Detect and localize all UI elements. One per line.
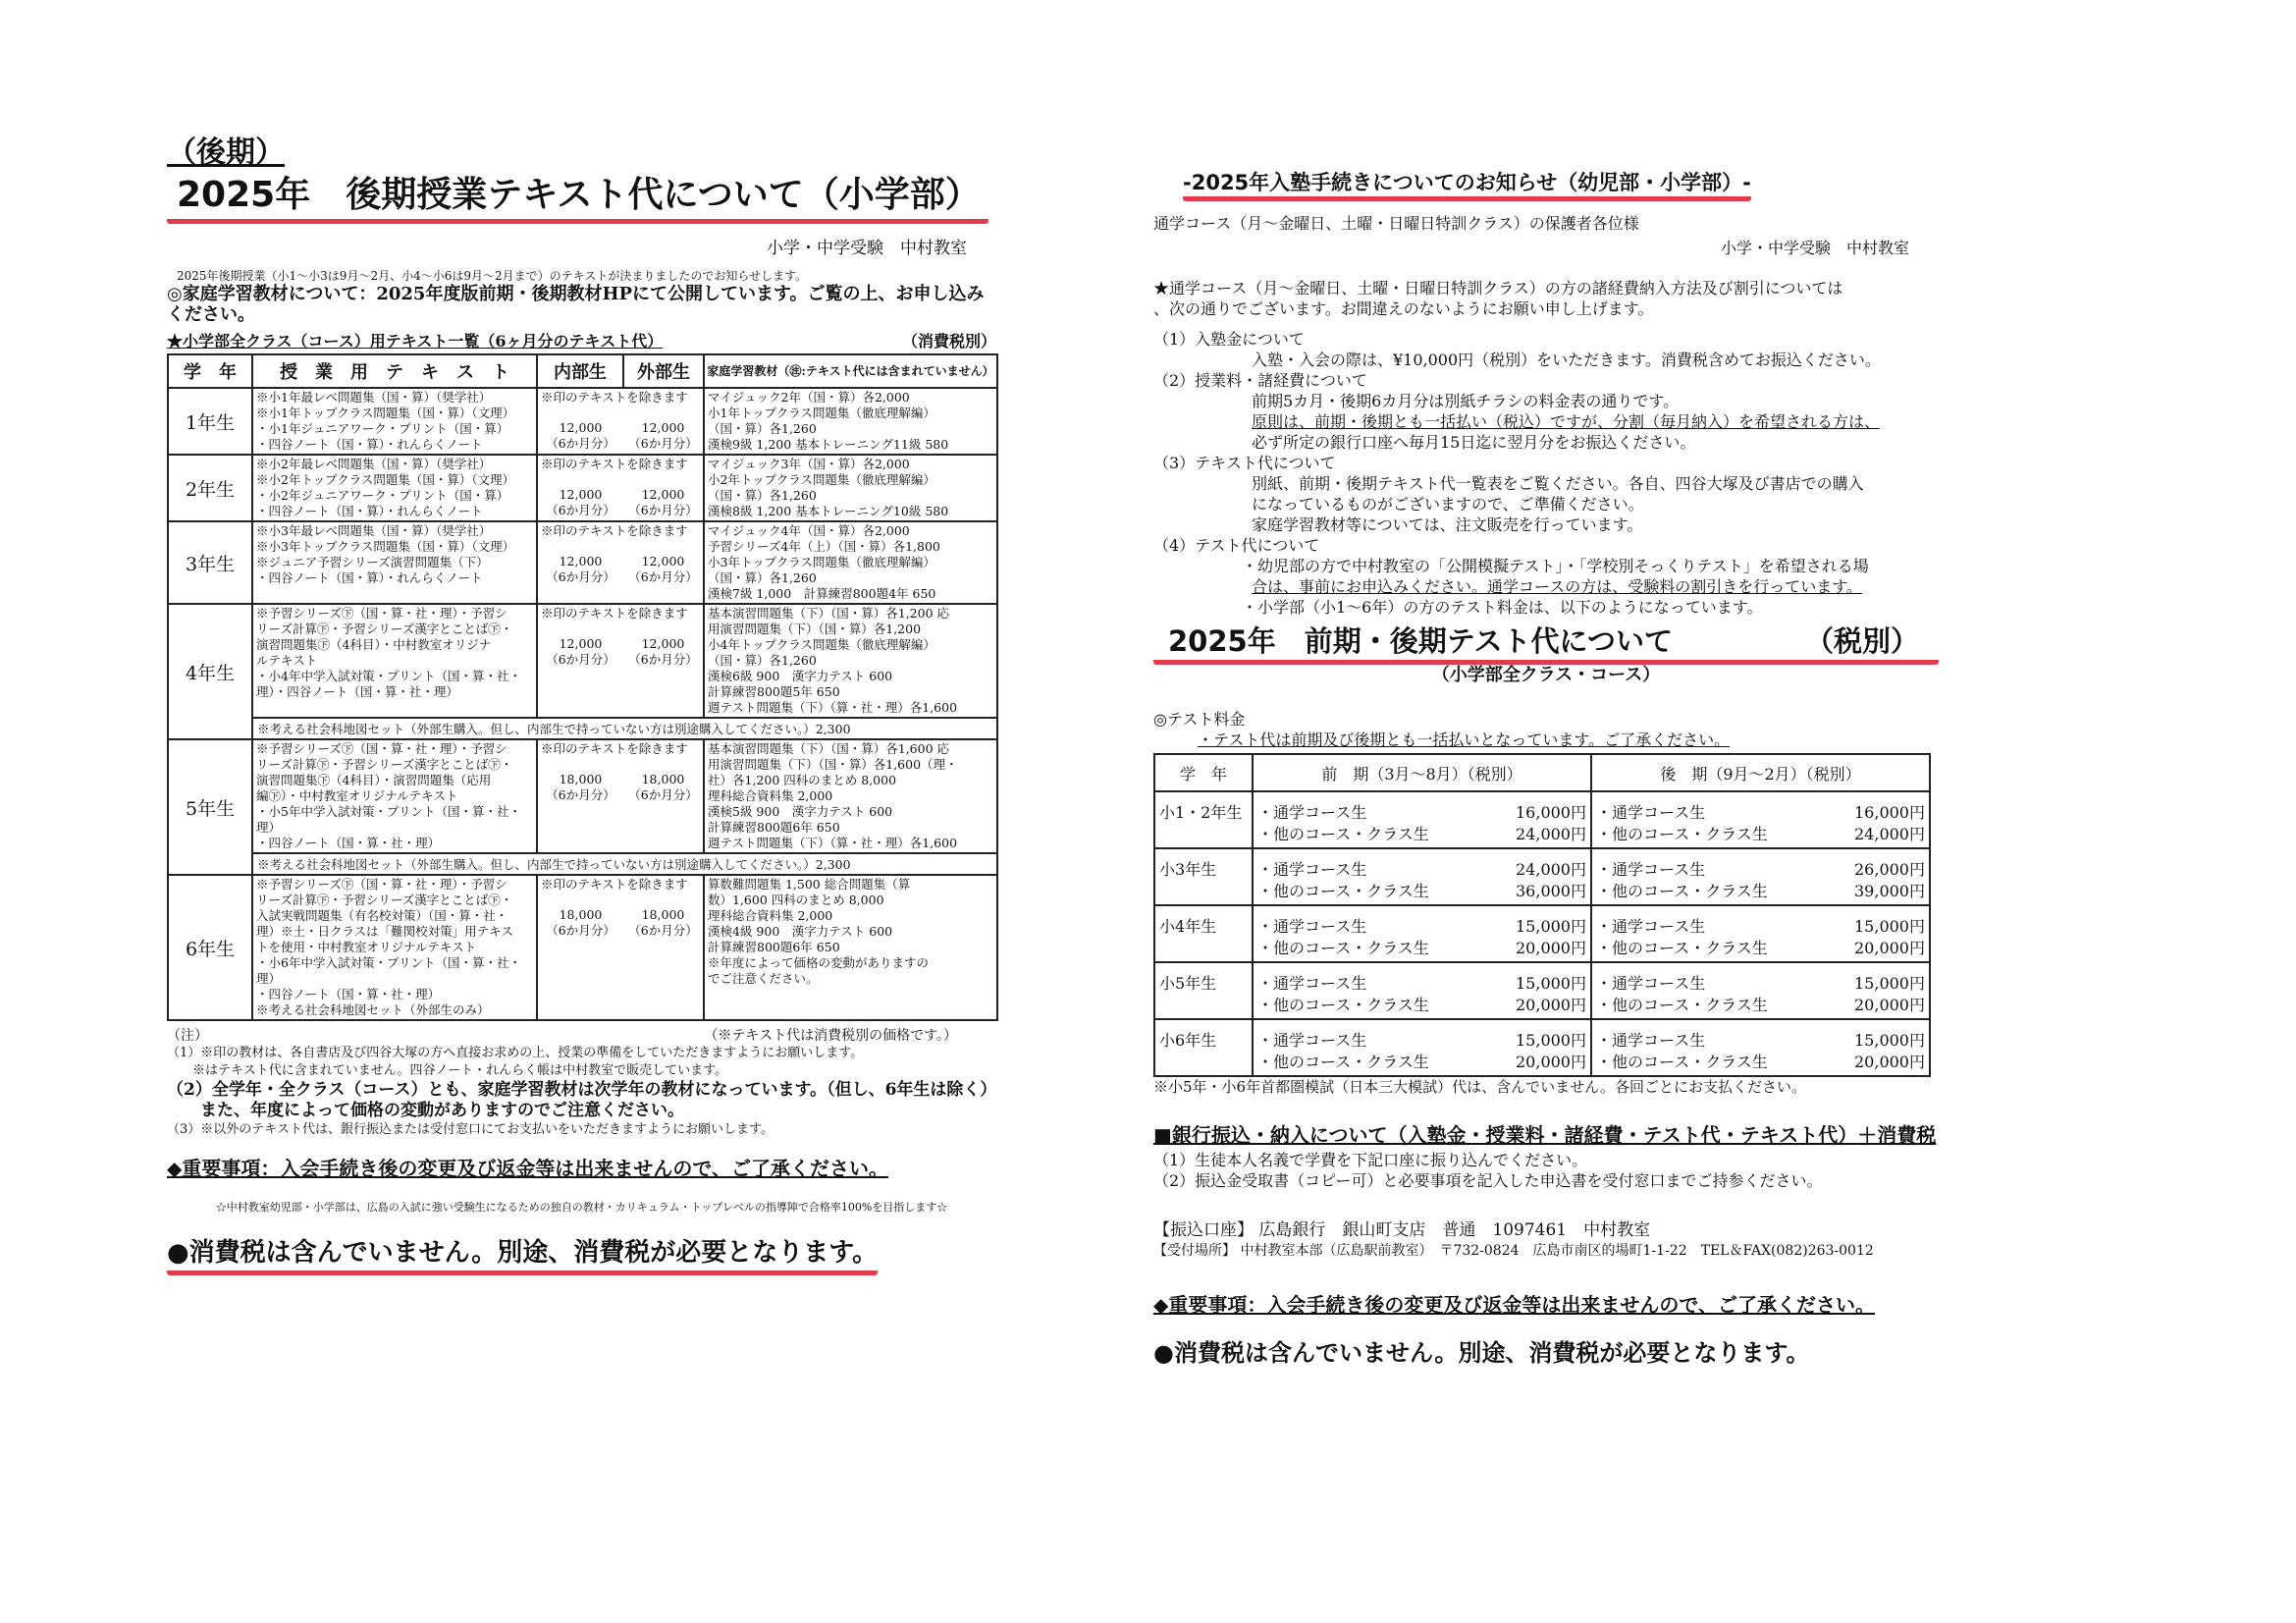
home-item: 基本演習問題集（下）（国・算）各1,600 応 <box>708 741 950 756</box>
text-item: ・小2年ジュニアワーク・プリント（国・算） <box>256 488 509 503</box>
price-in <box>538 907 623 939</box>
price-in <box>538 420 623 452</box>
home-item: 理科総合資料集 2,000 <box>708 788 833 803</box>
row-prices <box>537 875 704 1020</box>
price-in-value: 12,000 <box>559 636 603 651</box>
footnote: ☆中村教室幼児部・小学部は、広島の入試に強い受験生になるための独自の教材・カリキュラム・トップレベルの指導陣で合格率100%を目指します☆ <box>215 1201 948 1214</box>
fee-amount: 15,000円 <box>1854 974 1925 993</box>
price-note: ※印のテキストを除きます <box>541 877 688 892</box>
price-values <box>538 487 703 518</box>
fee-header-grade: 学 年 <box>1154 754 1253 791</box>
fee-amount: 16,000円 <box>1854 803 1925 822</box>
home-item: 計算練習800題6年 650 <box>708 820 840 835</box>
home-item: 小3年トップクラス問題集（徹底理解編） <box>708 555 935 569</box>
row-grade: 5年生 <box>168 739 252 875</box>
lead-text: ★通学コース（月～金曜日、土曜・日曜日特訓クラス）の方の諸経費納入方法及び割引については <box>1153 279 1843 298</box>
section-head: （1）入塾金について <box>1153 330 1305 349</box>
fee-first <box>1253 962 1591 1019</box>
fee-type: ・他のコース・クラス生 <box>1596 939 1768 957</box>
notes-header <box>167 1027 996 1045</box>
row-prices <box>537 455 704 521</box>
text-item: ・四谷ノート（国・算）・れんらくノート <box>256 504 483 518</box>
row-home <box>704 388 997 455</box>
fee-type: ・他のコース・クラス生 <box>1257 1053 1429 1071</box>
fee-type: ・通学コース生 <box>1596 803 1706 822</box>
text-item: 理）・四谷ノート（国・算・社・理） <box>256 684 458 699</box>
price-in <box>538 487 623 518</box>
list-title: ★小学部全クラス（コース）用テキスト一覧（6ヶ月分のテキスト代） <box>167 332 664 351</box>
row-home <box>704 604 997 718</box>
home-item: マイジュック4年（国・算）各2,000 <box>708 523 910 538</box>
price-in-value: 18,000 <box>559 772 603 786</box>
text-item: ※小3年トップクラス問題集（国・算）（文理） <box>256 539 515 554</box>
fee-amount: 20,000円 <box>1516 1053 1586 1071</box>
text-item: ※小2年トップクラス問題集（国・算）（文理） <box>256 472 515 487</box>
left-page <box>167 128 996 1275</box>
price-note: ※印のテキストを除きます <box>541 390 688 405</box>
fee-second <box>1591 1019 1930 1076</box>
price-in-value: 12,000 <box>559 420 603 435</box>
header-home: 家庭学習教材（㊟:テキスト代には含まれていません） <box>704 354 997 388</box>
section-body: 入塾・入会の際は、¥10,000円（税別）をいただきます。消費税含めてお振込ください。 <box>1252 351 1881 369</box>
fee-row <box>1154 791 1930 848</box>
fee-first <box>1253 791 1591 848</box>
price-out-value: 18,000 <box>641 772 685 786</box>
author: 小学・中学受験 中村教室 <box>1720 239 1909 257</box>
fee-line <box>1257 995 1586 1016</box>
row-home <box>704 455 997 521</box>
note-right: （※テキスト代は消費税別の価格です。） <box>704 1028 957 1044</box>
home-item: 理科総合資料集 2,000 <box>708 908 833 923</box>
home-item: 計算練習800題5年 650 <box>708 684 840 699</box>
text-item: 理） <box>256 820 282 835</box>
test-fee-title-text: 2025年 前期・後期テスト代について <box>1168 624 1673 658</box>
fee-line <box>1596 995 1925 1016</box>
price-out <box>623 420 703 452</box>
header-out: 外部生 <box>623 354 704 388</box>
test-fee-subtitle: （小学部全クラス・コース） <box>1431 665 1661 685</box>
home-item: 小2年トップクラス問題集（徹底理解編） <box>708 472 935 487</box>
text-item: ・四谷ノート（国・算・社・理） <box>256 836 441 850</box>
section-head: （2）授業料・諸経費について <box>1153 371 1367 390</box>
price-period: （6か月分） <box>546 923 615 938</box>
page-title: 2025年 後期授業テキスト代について（小学部） <box>167 167 988 224</box>
text-item: ※予習シリーズ㊦（国・算・社・理）・予習シ <box>256 877 507 892</box>
text-item: トを使用・中村教室オリジナルテキスト <box>256 940 477 954</box>
note-item: また、年度によって価格の変動がありますのでご注意ください。 <box>167 1101 684 1120</box>
list-header <box>167 329 996 352</box>
section-body: 前期5カ月・後期6カ月分は別紙チラシの料金表の通りです。 <box>1252 392 1680 410</box>
fee-type: ・通学コース生 <box>1257 803 1367 822</box>
price-period: （6か月分） <box>628 652 698 667</box>
section-body: ・小学部（小1～6年）の方のテスト料金は、以下のようになっています。 <box>1242 598 1763 617</box>
price-out-value: 12,000 <box>641 636 685 651</box>
fee-note: ・テスト代は前期及び後期とも一括払いとなっています。ご了承ください。 <box>1198 730 1731 749</box>
section-head: （3）テキスト代について <box>1153 454 1336 472</box>
home-item: 数）1,600 四科のまとめ 8,000 <box>708 893 884 907</box>
fee-line <box>1257 802 1586 824</box>
home-item: 算数難問題集 1,500 総合問題集（算 <box>708 877 911 892</box>
fee-amount: 15,000円 <box>1854 917 1925 936</box>
text-item: リーズ計算㊦・予習シリーズ漢字とことば㊦・ <box>256 622 513 636</box>
row-grade: 1年生 <box>168 388 252 455</box>
home-item: 漢検4級 900 漢字力テスト 600 <box>708 924 893 939</box>
text-item: ※ジュニア予習シリーズ演習問題集（下） <box>256 555 489 569</box>
row-home <box>704 739 997 853</box>
price-in-value: 12,000 <box>559 554 603 568</box>
row-prices <box>537 739 704 853</box>
fee-amount: 15,000円 <box>1854 1031 1925 1050</box>
section-body: 原則は、前期・後期とも一括払い（税込）ですが、分割（毎月納入）を希望される方は、 <box>1252 412 1881 431</box>
fee-amount: 15,000円 <box>1516 974 1586 993</box>
fee-row <box>1154 962 1930 1019</box>
home-item: 用演習問題集（下）（国・算）各1,600（理・ <box>708 757 958 772</box>
fee-amount: 36,000円 <box>1516 882 1586 900</box>
home-item: マイジュック3年（国・算）各2,000 <box>708 457 910 471</box>
home-item: 漢検8級 1,200 基本トレーニング10級 580 <box>708 504 949 518</box>
section-body: ・幼児部の方で中村教室の「公開模擬テスト」・「学校別そっくりテスト」を希望される場 <box>1242 557 1869 575</box>
price-period: （6か月分） <box>628 436 698 451</box>
fee-amount: 24,000円 <box>1516 825 1586 843</box>
intro-text: 2025年後期授業（小1～小3は9月～2月、小4～小6は9月～2月まで）のテキストが決まりましたのでお知らせします。 <box>177 269 808 283</box>
table-header-row <box>168 354 997 388</box>
text-item: ※小2年最レベ問題集（国・算）（奨学社） <box>256 457 492 471</box>
row-prices <box>537 604 704 718</box>
price-note: ※印のテキストを除きます <box>541 523 688 538</box>
row-footer-note: ※考える社会科地図セット（外部生購入。但し、内部生で持っていない方は別途購入してください。）2,300 <box>252 853 997 875</box>
header-text: 授 業 用 テ キ ス ト <box>252 354 537 388</box>
fee-grade: 小4年生 <box>1154 905 1253 962</box>
text-item: ※小1年トップクラス問題集（国・算）（文理） <box>256 406 515 420</box>
fee-type: ・通学コース生 <box>1257 860 1367 879</box>
bank-account: 【振込口座】 広島銀行 銀山町支店 普通 1097461 中村教室 <box>1153 1220 1651 1240</box>
text-item: 入試実戦問題集（有名校対策）（国・算・社・ <box>256 908 508 923</box>
home-item: 漢検7級 1,000 計算練習800題4年 650 <box>708 586 936 601</box>
price-period: （6か月分） <box>628 503 698 517</box>
section-body: 必ず所定の銀行口座へ毎月15日迄に翌月分をお振込ください。 <box>1252 433 1696 452</box>
fee-type: ・他のコース・クラス生 <box>1596 825 1768 843</box>
row-prices <box>537 388 704 455</box>
fee-type: ・通学コース生 <box>1596 974 1706 993</box>
fee-type: ・他のコース・クラス生 <box>1596 996 1768 1014</box>
term-tag: （後期） <box>167 135 285 170</box>
price-out <box>623 487 703 518</box>
fee-line <box>1596 881 1925 902</box>
fee-amount: 15,000円 <box>1516 917 1586 936</box>
price-out <box>623 907 703 939</box>
header-grade: 学 年 <box>168 354 252 388</box>
section-body: 別紙、前期・後期テキスト代一覧表をご覧ください。各自、四谷大塚及び書店での購入 <box>1252 474 1864 493</box>
text-item: ・小1年ジュニアワーク・プリント（国・算） <box>256 421 509 436</box>
fee-grade: 小5年生 <box>1154 962 1253 1019</box>
home-item: 社）各1,200 四科のまとめ 8,000 <box>708 773 897 787</box>
fee-type: ・通学コース生 <box>1596 917 1706 936</box>
fee-amount: 24,000円 <box>1854 825 1925 843</box>
fee-line <box>1257 938 1586 959</box>
price-out-value: 12,000 <box>641 420 685 435</box>
textbook-row <box>168 604 997 718</box>
section-head: （4）テスト代について <box>1153 536 1320 555</box>
row-footer-note: ※考える社会科地図セット（外部生購入。但し、内部生で持っていない方は別途購入してください。）2,300 <box>252 718 997 739</box>
fee-amount: 39,000円 <box>1854 882 1925 900</box>
fee-line <box>1257 859 1586 881</box>
price-period: （6か月分） <box>546 436 615 451</box>
fee-amount: 20,000円 <box>1854 996 1925 1014</box>
textbook-row <box>168 739 997 853</box>
text-item: 演習問題集㊦（4科目）・中村教室オリジナ <box>256 637 492 652</box>
home-item: （国・算）各1,260 <box>708 570 817 585</box>
fee-type: ・他のコース・クラス生 <box>1257 939 1429 957</box>
lead-text: 、次の通りでございます。お間違えのないようにお願い申し上げます。 <box>1153 299 1654 318</box>
fee-amount: 20,000円 <box>1516 939 1586 957</box>
textbook-table-body <box>168 388 997 1020</box>
row-texts <box>252 875 537 1020</box>
price-period: （6か月分） <box>546 652 615 667</box>
row-prices <box>537 521 704 604</box>
fee-first <box>1253 1019 1591 1076</box>
fee-type: ・通学コース生 <box>1257 1031 1367 1050</box>
fee-line <box>1596 1052 1925 1073</box>
fee-type: ・他のコース・クラス生 <box>1596 1053 1768 1071</box>
fee-type: ・他のコース・クラス生 <box>1596 882 1768 900</box>
row-texts <box>252 521 537 604</box>
section-body: 家庭学習教材等については、注文販売を行っています。 <box>1252 515 1643 534</box>
price-out-value: 12,000 <box>641 487 685 502</box>
section-body: になっているものがございますので、ご準備ください。 <box>1252 495 1644 514</box>
fee-line <box>1257 1030 1586 1052</box>
text-item: リーズ計算㊦・予習シリーズ漢字とことば㊦・ <box>256 893 513 907</box>
home-item: 基本演習問題集（下）（国・算）各1,200 応 <box>708 606 950 621</box>
fee-table-body <box>1154 791 1930 1076</box>
price-values <box>538 636 703 668</box>
fee-line <box>1257 881 1586 902</box>
section-body: 合は、事前にお申込みください。通学コースの方は、受験料の割引きを行っています。 <box>1252 577 1862 596</box>
test-fee-title <box>1153 620 1939 665</box>
price-values <box>538 772 703 803</box>
fee-line <box>1596 802 1925 824</box>
home-item: マイジュック2年（国・算）各2,000 <box>708 390 910 405</box>
price-note: ※印のテキストを除きます <box>541 741 688 756</box>
row-grade: 3年生 <box>168 521 252 604</box>
notes <box>167 1027 996 1139</box>
enrollment-title: -2025年入塾手続きについてのお知らせ（幼児部・小学部）- <box>1183 167 1751 201</box>
text-item: 編㊦）・中村教室オリジナルテキスト <box>256 788 458 803</box>
tax-excluded-label: （消費税別） <box>901 332 996 351</box>
tax-notice: ●消費税は含んでいません。別途、消費税が必要となります。 <box>1153 1339 1810 1367</box>
textbook-row <box>168 875 997 1020</box>
textbook-row <box>168 388 997 455</box>
price-note: ※印のテキストを除きます <box>541 457 688 471</box>
row-texts <box>252 739 537 853</box>
home-item: ※年度によって価格の変動がありますの <box>708 955 930 970</box>
fee-line <box>1596 859 1925 881</box>
text-item: ・四谷ノート（国・算・社・理） <box>256 987 441 1001</box>
fee-amount: 15,000円 <box>1516 1031 1586 1050</box>
author: 小学・中学受験 中村教室 <box>767 239 967 258</box>
price-period: （6か月分） <box>628 569 698 584</box>
fee-amount: 20,000円 <box>1516 996 1586 1014</box>
fee-line <box>1257 1052 1586 1073</box>
text-item: ・四谷ノート（国・算）・れんらくノート <box>256 570 483 585</box>
price-in-value: 12,000 <box>559 487 603 502</box>
price-in-value: 18,000 <box>559 907 603 922</box>
fee-label: ◎テスト料金 <box>1153 710 1246 729</box>
text-item: ※予習シリーズ㊦（国・算・社・理）・予習シ <box>256 741 507 756</box>
text-item: ※予習シリーズ㊦（国・算・社・理）・予習シ <box>256 606 507 621</box>
fee-row <box>1154 1019 1930 1076</box>
fee-header-second: 後 期（9月～2月）（税別） <box>1591 754 1930 791</box>
tax-notice: ●消費税は含んでいません。別途、消費税が必要となります。 <box>167 1232 878 1275</box>
fee-line <box>1596 1030 1925 1052</box>
price-period: （6か月分） <box>546 503 615 517</box>
text-item: ・小5年中学入試対策・プリント（国・算・社・ <box>256 804 521 819</box>
bank-heading: ■銀行振込・納入について（入塾金・授業料・諸経費・テスト代・テキスト代）＋消費税 <box>1153 1123 1937 1147</box>
fee-first <box>1253 848 1591 905</box>
fee-amount: 24,000円 <box>1516 860 1586 879</box>
note-item: （3）※以外のテキスト代は、銀行振込または受付窓口にてお支払いをいただきますようにお願いします。 <box>167 1122 774 1137</box>
price-period: （6か月分） <box>628 787 698 802</box>
fee-line <box>1257 824 1586 845</box>
text-item: 理） <box>256 971 282 986</box>
textbook-row-footer <box>168 718 997 739</box>
row-grade: 4年生 <box>168 604 252 739</box>
text-item: ・小4年中学入試対策・プリント（国・算・社・ <box>256 669 521 683</box>
price-values <box>538 907 703 939</box>
price-period: （6か月分） <box>628 923 698 938</box>
fee-amount: 20,000円 <box>1854 1053 1925 1071</box>
fee-line <box>1596 938 1925 959</box>
home-item: 予習シリーズ4年（上）（国・算）各1,800 <box>708 539 940 554</box>
test-fee-table <box>1153 753 1931 1077</box>
test-fee-title-tax: （税別） <box>1804 624 1919 658</box>
home-item: 漢検6級 900 漢字力テスト 600 <box>708 669 893 683</box>
home-notice: ◎家庭学習教材について：2025年度版前期・後期教材HPにて公開しています。ご覧の上、お申し込みください。 <box>167 284 985 325</box>
home-item: 週テスト問題集（下）（算・社・理）各1,600 <box>708 700 958 715</box>
textbook-table <box>167 353 998 1021</box>
text-item: ルテキスト <box>256 653 318 668</box>
price-period: （6か月分） <box>546 569 615 584</box>
home-item: （国・算）各1,260 <box>708 421 817 436</box>
fee-line <box>1596 973 1925 995</box>
fee-second <box>1591 962 1930 1019</box>
fee-grade: 小6年生 <box>1154 1019 1253 1076</box>
home-item: （国・算）各1,260 <box>708 488 817 503</box>
fee-line <box>1596 916 1925 938</box>
fee-type: ・通学コース生 <box>1596 860 1706 879</box>
home-item: 小4年トップクラス問題集（徹底理解編） <box>708 637 935 652</box>
fee-footnote: ※小5年・小6年首都圏模試（日本三大模試）代は、含んでいません。各回ごとにお支払ください。 <box>1153 1078 1806 1096</box>
price-out <box>623 636 703 668</box>
fee-second <box>1591 791 1930 848</box>
textbook-row <box>168 521 997 604</box>
home-item: 計算練習800題6年 650 <box>708 940 840 954</box>
important-notice: ◆重要事項：入会手続き後の変更及び返金等は出来ませんので、ご了承ください。 <box>1153 1293 1875 1317</box>
row-home <box>704 521 997 604</box>
text-item: ・小6年中学入試対策・プリント（国・算・社・ <box>256 955 521 970</box>
home-item: 漢検5級 900 漢字力テスト 600 <box>708 804 893 819</box>
bank-item: （1）生徒本人名義で学費を下記口座に振り込んでください。 <box>1153 1151 1588 1169</box>
note-item: ※はテキスト代に含まれていません。四谷ノート・れんらく帳は中村教室で販売しています。 <box>167 1063 728 1078</box>
note-label: （注） <box>167 1028 208 1044</box>
important-notice: ◆重要事項：入会手続き後の変更及び返金等は出来ませんので、ご了承ください。 <box>167 1157 888 1180</box>
fee-row <box>1154 848 1930 905</box>
price-values <box>538 554 703 585</box>
text-item: ※小1年最レベ問題集（国・算）（奨学社） <box>256 390 492 405</box>
bank-item: （2）振込金受取書（コピー可）と必要事項を記入した申込書を受付窓口までご持参ください。 <box>1153 1171 1823 1190</box>
fee-line <box>1596 824 1925 845</box>
text-item: ※考える社会科地図セット（外部生のみ） <box>256 1002 490 1017</box>
price-in <box>538 772 623 803</box>
row-texts <box>252 604 537 718</box>
text-item: リーズ計算㊦・予習シリーズ漢字とことば㊦・ <box>256 757 513 772</box>
fee-header-row <box>1154 754 1930 791</box>
text-item: 演習問題集㊦（4科目）・演習問題集（応用 <box>256 773 492 787</box>
fee-second <box>1591 848 1930 905</box>
price-out-value: 12,000 <box>641 554 685 568</box>
price-out <box>623 772 703 803</box>
row-home <box>704 875 997 1020</box>
fee-type: ・他のコース・クラス生 <box>1257 882 1429 900</box>
row-texts <box>252 455 537 521</box>
note-item: （2）全学年・全クラス（コース）とも、家庭学習教材は次学年の教材になっています。（但し、6年生は除く） <box>167 1080 997 1100</box>
home-item: 漢検9級 1,200 基本トレーニング11級 580 <box>708 437 949 452</box>
fee-type: ・通学コース生 <box>1596 1031 1706 1050</box>
home-item: 用演習問題集（下）（国・算）各1,200 <box>708 622 922 636</box>
fee-type: ・通学コース生 <box>1257 917 1367 936</box>
home-item: 小1年トップクラス問題集（徹底理解編） <box>708 406 935 420</box>
fee-type: ・通学コース生 <box>1257 974 1367 993</box>
home-item: 週テスト問題集（下）（算・社・理）各1,600 <box>708 836 958 850</box>
right-page <box>1153 167 1939 1368</box>
row-grade: 2年生 <box>168 455 252 521</box>
row-grade: 6年生 <box>168 875 252 1020</box>
text-item: ※小3年最レベ問題集（国・算）（奨学社） <box>256 523 492 538</box>
price-values <box>538 420 703 452</box>
row-texts <box>252 388 537 455</box>
text-item: 理）※土・日クラスは「難関校対策」用テキス <box>256 924 513 939</box>
textbook-row <box>168 455 997 521</box>
fee-grade: 小1・2年生 <box>1154 791 1253 848</box>
reception: 【受付場所】 中村教室本部（広島駅前教室） 〒732-0824 広島市南区的場町1-1-22 TEL＆FAX(082)263-0012 <box>1153 1243 1874 1259</box>
fee-first <box>1253 905 1591 962</box>
price-out-value: 18,000 <box>641 907 685 922</box>
price-in <box>538 636 623 668</box>
price-period: （6か月分） <box>546 787 615 802</box>
fee-header-first: 前 期（3月～8月）（税別） <box>1253 754 1591 791</box>
fee-amount: 20,000円 <box>1854 939 1925 957</box>
header-in: 内部生 <box>537 354 623 388</box>
price-note: ※印のテキストを除きます <box>541 606 688 621</box>
fee-amount: 26,000円 <box>1854 860 1925 879</box>
fee-type: ・他のコース・クラス生 <box>1257 825 1429 843</box>
home-item: でご注意ください。 <box>708 971 819 986</box>
fee-line <box>1257 973 1586 995</box>
home-item: （国・算）各1,260 <box>708 653 817 668</box>
text-item: ・四谷ノート（国・算）・れんらくノート <box>256 437 483 452</box>
fee-second <box>1591 905 1930 962</box>
fee-type: ・他のコース・クラス生 <box>1257 996 1429 1014</box>
textbook-row-footer <box>168 853 997 875</box>
fee-line <box>1257 916 1586 938</box>
note-item: （1）※印の教材は、各自書店及び四谷大塚の方へ直接お求めの上、授業の準備をしていただきますようにお願いします。 <box>167 1046 864 1060</box>
addressee: 通学コース（月～金曜日、土曜・日曜日特訓クラス）の保護者各位様 <box>1153 214 1639 233</box>
fee-grade: 小3年生 <box>1154 848 1253 905</box>
fee-amount: 16,000円 <box>1516 803 1586 822</box>
price-in <box>538 554 623 585</box>
price-out <box>623 554 703 585</box>
fee-row <box>1154 905 1930 962</box>
